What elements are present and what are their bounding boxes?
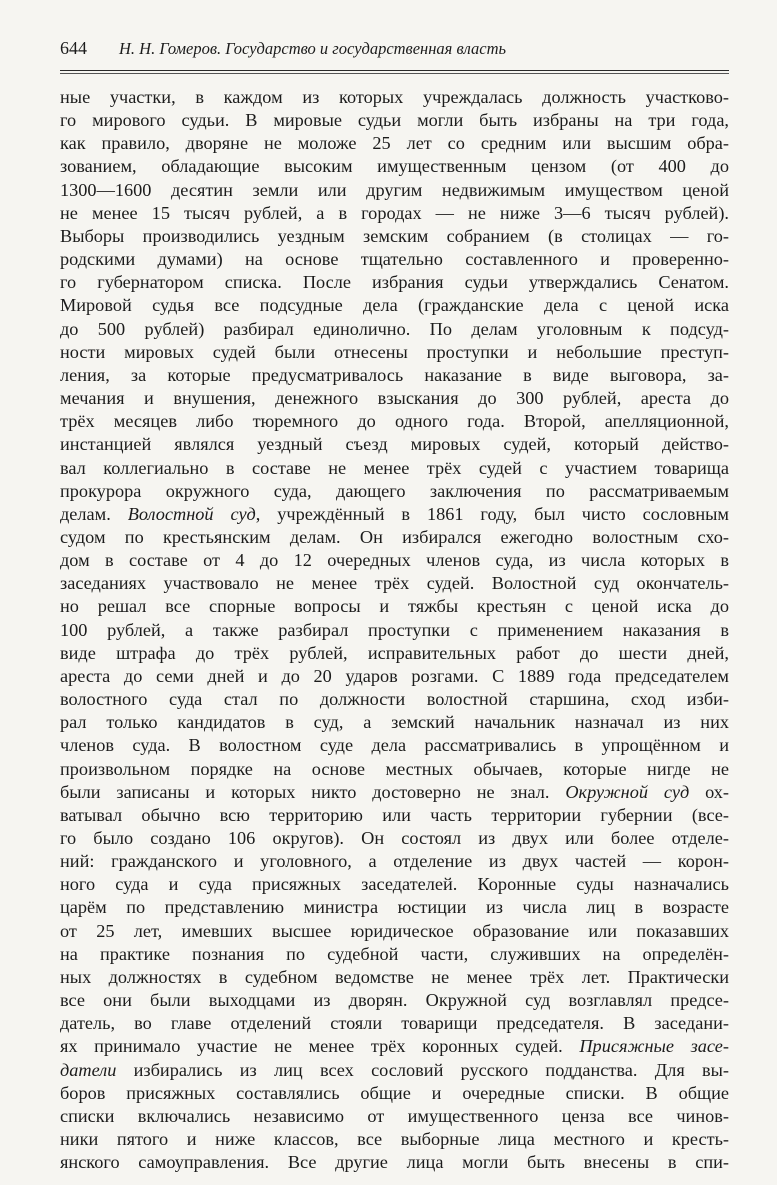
text-line xyxy=(60,341,729,364)
text-line xyxy=(60,225,729,248)
text-run: прокурора окружного суда, дающего заключения по рассматриваемым xyxy=(60,480,729,501)
text-line xyxy=(60,248,729,271)
italic-term: Окружной суд xyxy=(565,781,690,802)
text-run: родскими думами) на основе тщательно составленного и проверенно- xyxy=(60,249,729,270)
text-run: были записаны и которых никто достоверно не знал. xyxy=(60,781,566,802)
text-line xyxy=(60,1082,729,1105)
text-line xyxy=(60,433,729,456)
text-run: мечания и внушения, денежного взыскания до 300 рублей, ареста до xyxy=(60,388,729,409)
text-line xyxy=(60,734,729,757)
text-line xyxy=(60,410,729,433)
text-line xyxy=(60,86,729,109)
running-title: Н. Н. Гомеров. Государство и государственная власть xyxy=(119,39,507,58)
text-run: ники пятого и ниже классов, все выборные лица местного и кресть- xyxy=(60,1129,729,1150)
text-line xyxy=(60,132,729,155)
text-run: царём по представлению министра юстиции из числа лиц в возрасте xyxy=(60,897,729,918)
text-line xyxy=(60,619,729,642)
text-run: ных должностях в судебном ведомстве не менее трёх лет. Практически xyxy=(60,966,729,987)
text-line xyxy=(60,526,729,549)
text-line xyxy=(60,1035,729,1058)
text-line xyxy=(60,549,729,572)
text-run: списки включались независимо от имущественного ценза все чинов- xyxy=(60,1105,729,1126)
text-line xyxy=(60,155,729,178)
text-line xyxy=(60,1012,729,1035)
text-run: делам. xyxy=(60,503,128,524)
text-line xyxy=(60,642,729,665)
text-line xyxy=(60,387,729,410)
text-line xyxy=(60,896,729,919)
text-line xyxy=(60,202,729,225)
text-run: Мировой судья все подсудные дела (гражданские дела с ценой иска xyxy=(60,295,729,316)
text-run: ох- xyxy=(689,781,729,802)
text-run: избирались из лиц всех сословий русского подданства. Для вы- xyxy=(116,1059,729,1080)
text-line xyxy=(60,1128,729,1151)
text-run: заседаниях участвовало не менее трёх судей. Волостной суд окончатель- xyxy=(60,573,729,594)
text-line xyxy=(60,827,729,850)
page-number: 644 xyxy=(60,38,87,58)
text-run: вал коллегиально в составе не менее трёх судей с участием товарища xyxy=(60,457,729,478)
text-run: все они были выходцами из дворян. Окружной суд возглавлял предсе- xyxy=(60,990,729,1011)
text-run: произвольном порядке на основе местных обычаев, которые нигде не xyxy=(60,758,729,779)
text-line xyxy=(60,572,729,595)
text-line xyxy=(60,711,729,734)
text-run: Выборы производились уездным земским собранием (в столицах — го- xyxy=(60,225,729,246)
text-run: от 25 лет, имевших высшее юридическое образование или показавших xyxy=(60,920,729,941)
text-run: боров присяжных составлялись общие и очередные списки. В общие xyxy=(60,1082,729,1103)
header-rule xyxy=(60,70,729,71)
text-run: ватывал обычно всю территорию или часть территории губернии (все- xyxy=(60,804,729,825)
text-run: ности мировых судей были отнесены проступки и небольшие преступ- xyxy=(60,341,729,362)
text-run: дом в составе от 4 до 12 очередных членов суда, из числа которых в xyxy=(60,550,729,571)
text-run: 1300—1600 десятин земли или другим недвижимым имуществом ценой xyxy=(60,179,729,200)
text-line xyxy=(60,804,729,827)
text-line xyxy=(60,364,729,387)
text-run: судом по крестьянским делам. Он избирался ежегодно волостным схо- xyxy=(60,526,729,547)
text-run: трёх месяцев либо тюремного до одного года. Второй, апелляционной, xyxy=(60,411,729,432)
text-run: ях принимало участие не менее трёх коронных судей. xyxy=(60,1036,580,1057)
text-run: членов суда. В волостном суде дела рассматривались в упрощённом и xyxy=(60,735,729,756)
text-line xyxy=(60,920,729,943)
text-line xyxy=(60,665,729,688)
text-line xyxy=(60,781,729,804)
text-line xyxy=(60,688,729,711)
text-run: ления, за которые предусматривалось наказание в виде выговора, за- xyxy=(60,364,729,385)
text-run: но решал все спорные вопросы и тяжбы крестьян с ценой иска до xyxy=(60,596,729,617)
italic-term: датели xyxy=(60,1059,117,1080)
text-run: до 500 рублей) разбирал единолично. По делам уголовным к подсуд- xyxy=(60,318,729,339)
text-run: ного суда и суда присяжных заседателей. Коронные суды назначались xyxy=(60,874,729,895)
text-line xyxy=(60,1105,729,1128)
text-line xyxy=(60,480,729,503)
text-line xyxy=(60,758,729,781)
text-run: инстанцией являлся уездный съезд мировых судей, который действо- xyxy=(60,434,729,455)
text-run: ний: гражданского и уголовного, а отделение из двух частей — корон- xyxy=(60,851,729,872)
text-line xyxy=(60,294,729,317)
text-line xyxy=(60,318,729,341)
text-run: не менее 15 тысяч рублей, а в городах — не ниже 3—6 тысяч рублей). xyxy=(60,202,729,223)
running-head xyxy=(60,38,729,62)
text-run: го мирового судьи. В мировые судьи могли быть избраны на три года, xyxy=(60,110,729,131)
header-rule-thin xyxy=(60,73,729,74)
text-line xyxy=(60,966,729,989)
text-line xyxy=(60,873,729,896)
text-line xyxy=(60,1151,729,1174)
text-run: янского самоуправления. Все другие лица могли быть внесены в спи- xyxy=(60,1152,729,1173)
italic-term: Присяжные засе- xyxy=(579,1036,729,1057)
text-run: го было создано 106 округов). Он состоял из двух или более отделе- xyxy=(60,828,729,848)
text-line xyxy=(60,850,729,873)
text-run: зованием, обладающие высоким имущественным цензом (от 400 до xyxy=(60,156,729,177)
text-line xyxy=(60,1059,729,1082)
text-line xyxy=(60,989,729,1012)
text-line xyxy=(60,457,729,480)
text-run: датель, во главе отделений стояли товарищи председателя. В заседани- xyxy=(60,1013,729,1034)
text-run: рал только кандидатов в суд, а земский начальник назначал из них xyxy=(60,712,729,733)
text-run: виде штрафа до трёх рублей, исправительных работ до шести дней, xyxy=(60,642,729,663)
text-line xyxy=(60,271,729,294)
text-line xyxy=(60,503,729,526)
text-line xyxy=(60,943,729,966)
text-run: волостного суда стал по должности волостной старшина, сход изби- xyxy=(60,689,729,710)
text-run: го губернатором списка. После избрания судьи утверждались Сенатом. xyxy=(60,272,729,293)
text-run: на практике познания по судебной части, служивших на определён- xyxy=(60,943,729,964)
text-run: , учреждённый в 1861 году, был чисто сословным xyxy=(255,503,729,524)
text-run: 100 рублей, а также разбирал проступки с применением наказания в xyxy=(60,619,729,640)
body-text xyxy=(60,86,729,1174)
text-run: ареста до семи дней и до 20 ударов розгами. С 1889 года председателем xyxy=(60,665,729,686)
text-run: ные участки, в каждом из которых учреждалась должность участково- xyxy=(60,87,729,107)
text-line xyxy=(60,109,729,132)
text-run: как правило, дворяне не моложе 25 лет со средним или высшим обра- xyxy=(60,133,729,154)
italic-term: Волостной суд xyxy=(127,503,256,524)
text-line xyxy=(60,179,729,202)
text-line xyxy=(60,595,729,618)
